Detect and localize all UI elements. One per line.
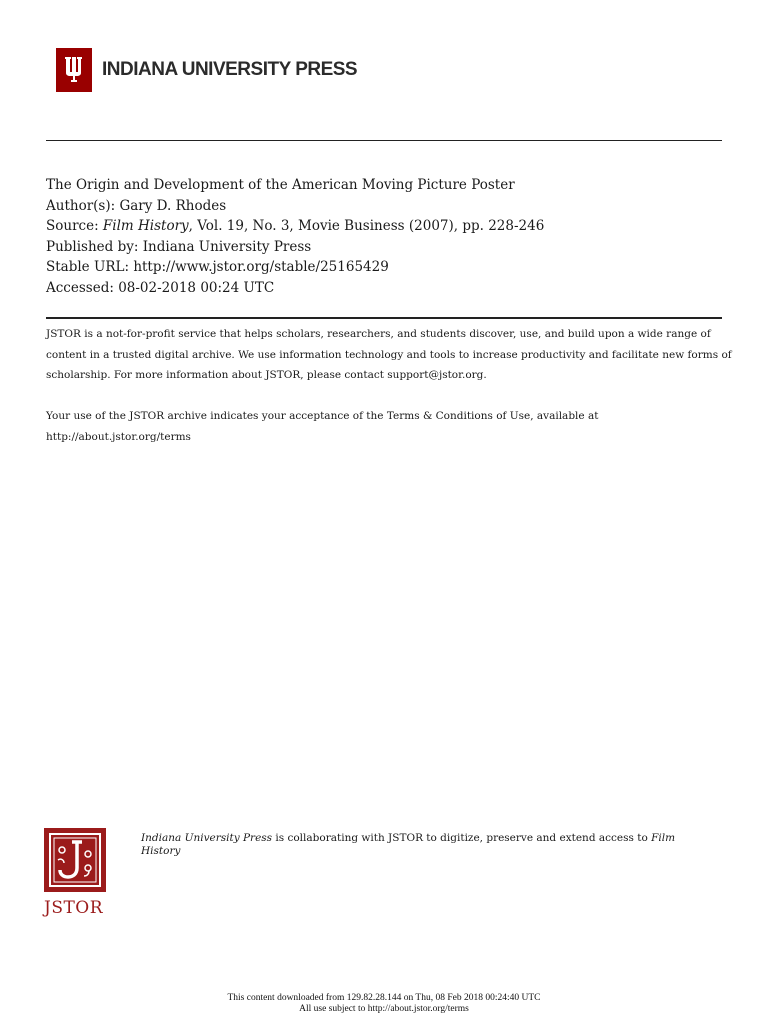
source-journal: Film History (102, 218, 189, 234)
accessed-date: 08-02-2018 00:24 UTC (118, 279, 275, 296)
accessed-line (46, 278, 544, 299)
publisher-logo (56, 48, 357, 92)
source-label: Source: (46, 218, 103, 234)
stable-url-label: Stable URL: (46, 259, 134, 275)
stable-url-link[interactable]: http://www.jstor.org/stable/25165429 (133, 259, 389, 275)
terms-notice: Your use of the JSTOR archive indicates your acceptance of the Terms & Conditions of Use, available at http://about.jstor.org/terms (46, 410, 599, 443)
collab-publisher: Indiana University Press (141, 832, 273, 844)
jstor-description: JSTOR is a not-for-profit service that helps scholars, researchers, and students discover, use, and build upon a wide range of content in a trusted digital archive. We use information technology and tools to increase productivity and facilitate new forms of scholarship. For more information about JSTOR, please contact support@jstor.org. (46, 328, 732, 381)
download-footer (0, 993, 768, 1015)
author-label: Author(s): (46, 197, 120, 214)
source-detail: , Vol. 19, No. 3, Movie Business (2007), pp. 228-246 (188, 218, 545, 234)
collaboration-statement (141, 832, 701, 858)
article-title: The Origin and Development of the American Moving Picture Poster (46, 177, 515, 193)
source-line (46, 216, 544, 237)
publisher-name: INDIANA UNIVERSITY PRESS (102, 59, 358, 80)
jstor-wordmark: JSTOR (44, 898, 104, 918)
published-line (46, 237, 544, 258)
collab-text: is collaborating with JSTOR to digitize, preserve and extend access to (272, 832, 652, 844)
stable-url-line (46, 257, 544, 278)
author-line (46, 196, 544, 217)
published-by: Indiana University Press (142, 238, 312, 255)
iu-trident-icon (56, 48, 92, 92)
jstor-seal-icon (44, 828, 106, 892)
jstor-notice (46, 324, 736, 447)
top-divider (46, 140, 722, 141)
footer-download-line: This content downloaded from 129.82.28.144 on Thu, 08 Feb 2018 00:24:40 UTC (227, 993, 541, 1003)
published-label: Published by: (46, 238, 143, 255)
collab-journal: Film History (141, 832, 676, 857)
jstor-logo (44, 828, 108, 918)
author-name: Gary D. Rhodes (119, 197, 227, 214)
accessed-label: Accessed: (46, 279, 119, 296)
citation-block (46, 175, 544, 298)
middle-divider (46, 317, 722, 319)
footer-terms-line: All use subject to http://about.jstor.org/terms (299, 1004, 469, 1014)
